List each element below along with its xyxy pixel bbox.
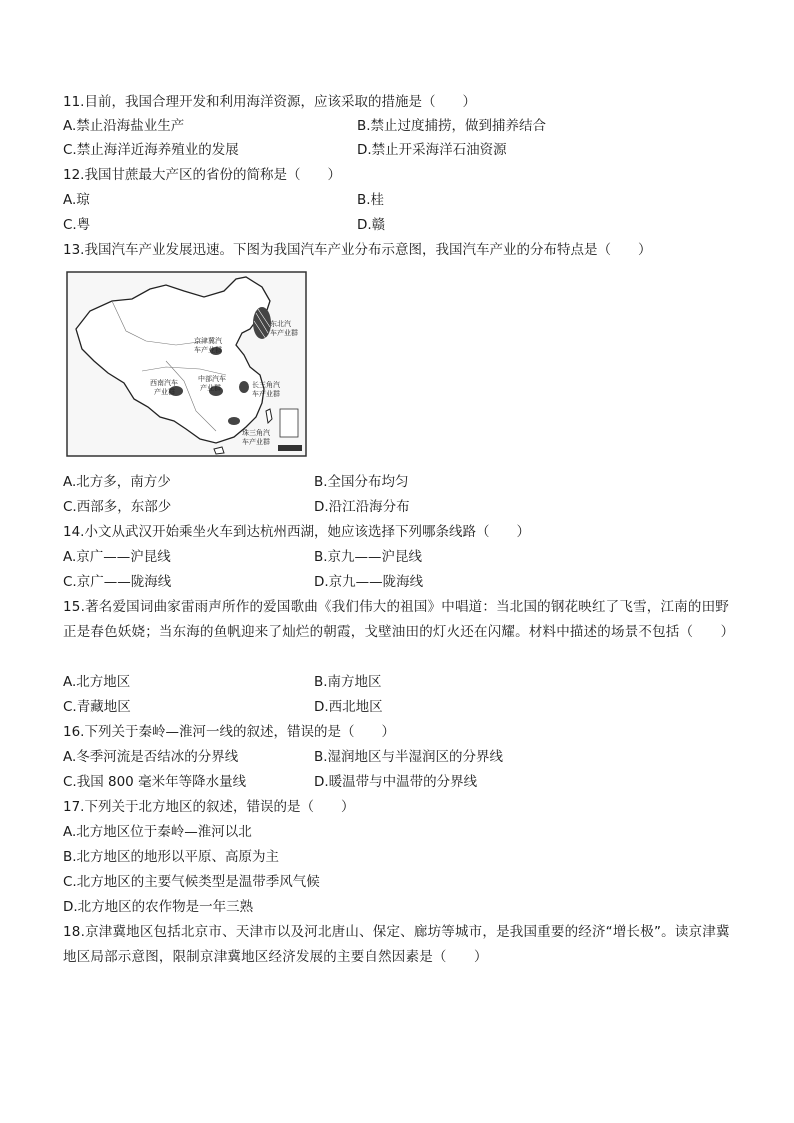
q11-option-a[interactable]: A.禁止沿海盐业生产 [63, 118, 185, 134]
q15-option-b[interactable]: B.南方地区 [314, 674, 382, 690]
q13-option-d[interactable]: D.沿江沿海分布 [314, 499, 410, 515]
q16-option-b[interactable]: B.湿润地区与半湿润区的分界线 [314, 749, 504, 765]
label-southwest-1: 西南汽车 [150, 379, 178, 387]
q18-stem: 18.京津冀地区包括北京市、天津市以及河北唐山、保定、廊坊等城市，是我国重要的经济“增长极”。读京津冀地区局部示意图，限制京津冀地区经济发展的主要自然因素是（ ） [63, 924, 730, 965]
label-jingjin-2: 车产业群 [194, 346, 222, 354]
label-pearl-1: 珠三角汽 [242, 429, 270, 437]
q17-option-c[interactable]: C.北方地区的主要气候类型是温带季风气候 [63, 874, 320, 890]
q13-option-b[interactable]: B.全国分布均匀 [314, 474, 409, 490]
label-jingjin-1: 京津冀汽 [194, 337, 222, 345]
q15-option-a[interactable]: A.北方地区 [63, 674, 131, 690]
q13-stem: 13.我国汽车产业发展迅速。下图为我国汽车产业分布示意图，我国汽车产业的分布特点是（ ） [63, 242, 652, 258]
label-yangtze-1: 长三角汽 [252, 381, 280, 389]
q16-option-d[interactable]: D.暖温带与中温带的分界线 [314, 774, 478, 790]
south-china-sea-inset [280, 409, 298, 437]
q14-stem: 14.小文从武汉开始乘坐火车到达杭州西湖，她应该选择下列哪条线路（ ） [63, 524, 530, 540]
q17-option-a[interactable]: A.北方地区位于秦岭—淮河以北 [63, 824, 252, 840]
q11-option-d[interactable]: D.禁止开采海洋石油资源 [357, 142, 507, 158]
q13-option-a[interactable]: A.北方多，南方少 [63, 474, 171, 490]
q11-stem: 11.目前，我国合理开发和利用海洋资源，应该采取的措施是（ ） [63, 94, 476, 110]
q14-option-c[interactable]: C.京广——陇海线 [63, 574, 172, 590]
label-yangtze-2: 车产业群 [252, 390, 280, 398]
q12-option-b[interactable]: B.桂 [357, 192, 385, 208]
map-scale-bar [278, 445, 302, 451]
q15-option-c[interactable]: C.青藏地区 [63, 699, 131, 715]
q13-option-c[interactable]: C.西部多，东部少 [63, 499, 172, 515]
q17-option-d[interactable]: D.北方地区的农作物是一年三熟 [63, 899, 254, 915]
q15-stem: 15.著名爱国词曲家雷雨声所作的爱国歌曲《我们伟大的祖国》中唱道：当北国的钢花映红了飞雪，江南的田野正是春色妖娆；当东海的鱼帆迎来了灿烂的朝霞，戈壁油田的灯火还在闪耀。材料中描述的场景不包括（ ） [63, 599, 735, 640]
q14-option-b[interactable]: B.京九——沪昆线 [314, 549, 423, 565]
label-pearl-2: 车产业群 [242, 438, 270, 446]
label-southwest-2: 产业群 [154, 388, 175, 396]
q17-option-b[interactable]: B.北方地区的地形以平原、高原为主 [63, 849, 280, 865]
q12-option-d[interactable]: D.赣 [357, 217, 386, 233]
q16-option-a[interactable]: A.冬季河流是否结冰的分界线 [63, 749, 239, 765]
label-northeast-1: 东北汽 [270, 320, 291, 328]
q12-option-c[interactable]: C.粤 [63, 217, 91, 233]
q12-stem: 12.我国甘蔗最大产区的省份的简称是（ ） [63, 167, 341, 183]
q16-stem: 16.下列关于秦岭—淮河一线的叙述，错误的是（ ） [63, 724, 395, 740]
q17-stem: 17.下列关于北方地区的叙述，错误的是（ ） [63, 799, 355, 815]
q12-option-a[interactable]: A.琼 [63, 192, 90, 208]
label-central-2: 产业群 [200, 384, 221, 392]
yangtze-cluster-mark [239, 381, 249, 393]
auto-industry-map [66, 271, 307, 457]
q11-option-b[interactable]: B.禁止过度捕捞，做到捕养结合 [357, 118, 547, 134]
q16-option-c[interactable]: C.我国 800 毫米年等降水量线 [63, 774, 247, 790]
q11-option-c[interactable]: C.禁止海洋近海养殖业的发展 [63, 142, 239, 158]
q15-option-d[interactable]: D.西北地区 [314, 699, 383, 715]
pearl-cluster-mark [228, 417, 240, 425]
label-central-1: 中部汽车 [198, 375, 226, 383]
q14-option-d[interactable]: D.京九——陇海线 [314, 574, 424, 590]
q14-option-a[interactable]: A.京广——沪昆线 [63, 549, 171, 565]
label-northeast-2: 车产业群 [270, 329, 298, 337]
